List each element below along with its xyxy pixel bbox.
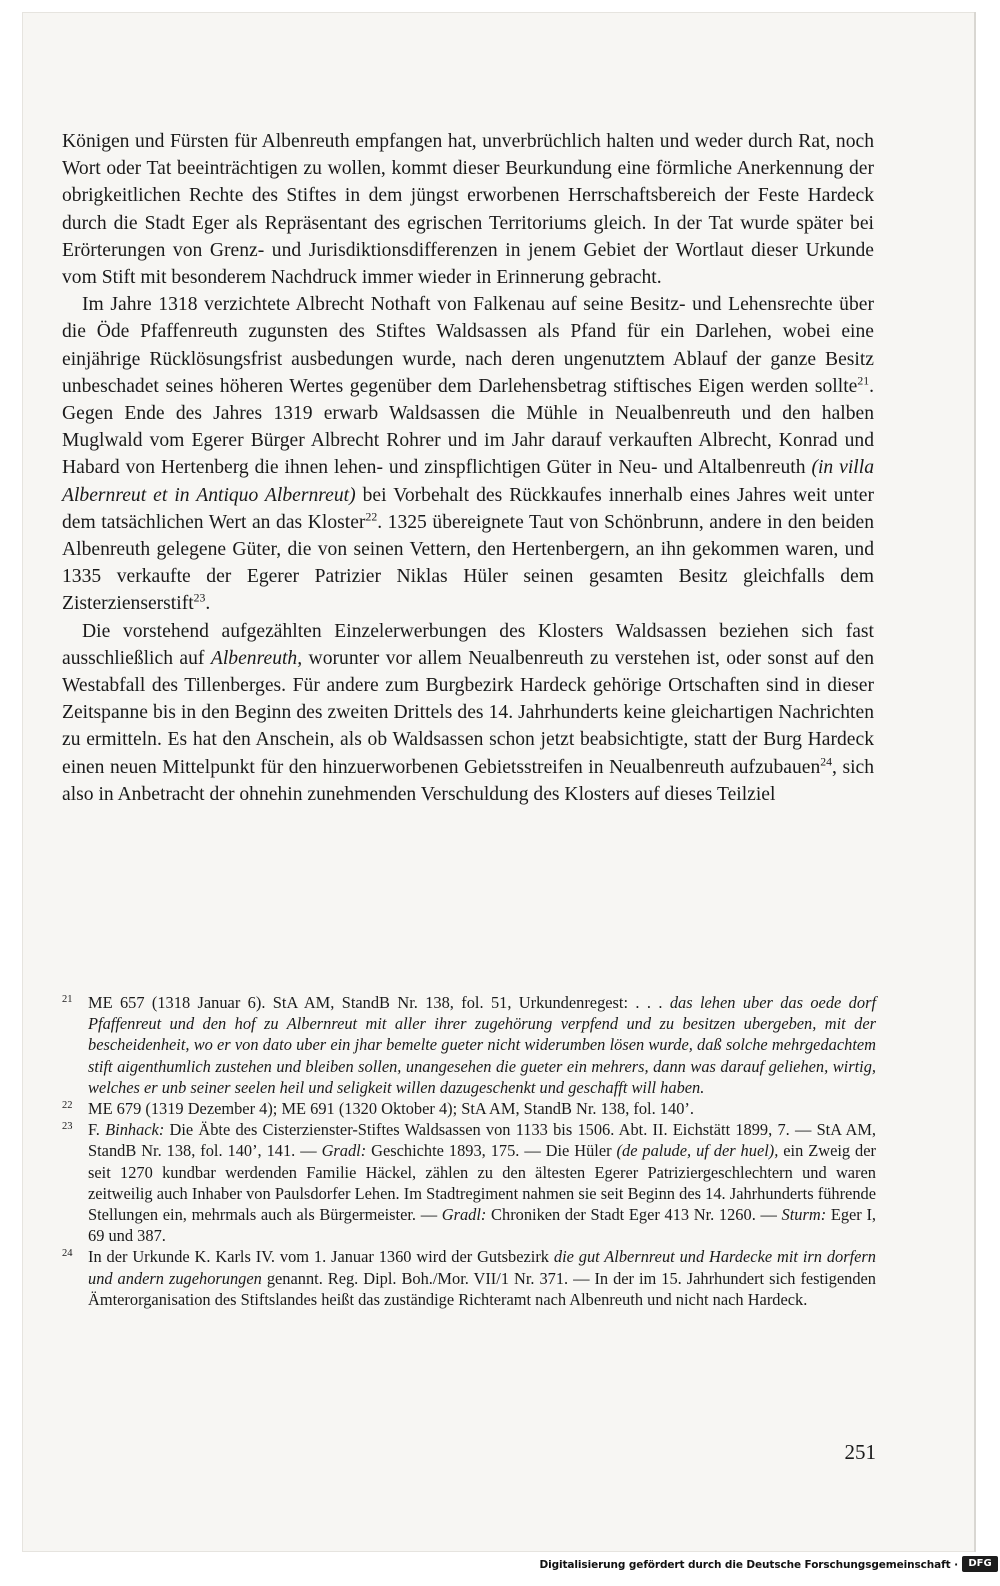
italic-text: Gradl: bbox=[321, 1141, 367, 1161]
footnote-ref: 22 bbox=[365, 510, 378, 524]
text-run: Eger I, 69 und 387. bbox=[88, 1205, 876, 1246]
text-run: Königen und Fürsten für Albenreuth empfangen hat, unverbrüchlich halten und weder durch Rat, noch Wort oder Tat beeinträchtigen zu wollen, kommt dieser Beurkundung eine förmliche Anerkennung der obrigkeitlichen Rechte des Stiftes in dem jüngst erworbenen Herrschaftsbereich der Feste Hardeck durch die Stadt Eger als Repräsentant des egrischen Territoriums gleich. In der Tat wurde später bei Erörterungen von Grenz- und Jurisdiktionsdifferenzen in jenem Gebiet der Wortlaut dieser Urkunde vom Stift mit besonderem Nachdruck immer wieder in Erinnerung gebracht. bbox=[62, 131, 874, 289]
digitization-credit: Digitalisierung gefördert durch die Deutsche Forschungsgemeinschaft · bbox=[539, 1559, 958, 1571]
footnote-number: 24 bbox=[62, 1248, 73, 1260]
footnote-ref: 21 bbox=[857, 374, 870, 388]
footnote-text bbox=[88, 1247, 876, 1308]
text-run: . 1325 übereignete Taut von Schönbrunn, andere in den beiden Albenreuth gelegene Güter, die von seinen Vettern, den Hertenbergern, an ihn gekommen waren, und 1335 verkaufte der Egerer Patrizier Niklas Hüler seinen gesamten Besitz gleichfalls dem Zisterzienserstift bbox=[62, 511, 874, 615]
body-text bbox=[62, 128, 874, 808]
footnote-text bbox=[88, 993, 876, 1097]
footnote-text bbox=[88, 1099, 694, 1118]
text-run: bei Vorbehalt des Rückkaufes innerhalb eines Jahres weit unter dem tatsächlichen Wert an das Kloster bbox=[62, 484, 874, 533]
text-run: Die vorstehend aufgezählten Einzelerwerbungen des Klosters Waldsassen beziehen sich fast ausschließlich auf bbox=[62, 620, 874, 669]
footnote bbox=[62, 1119, 876, 1246]
dfg-logo: DFG bbox=[962, 1556, 998, 1572]
footnote bbox=[62, 1098, 876, 1119]
footnote-number: 22 bbox=[62, 1100, 73, 1112]
page-edge-shadow bbox=[974, 12, 976, 1552]
italic-text: Binhack: bbox=[105, 1120, 165, 1140]
italic-text: Gradl: bbox=[441, 1205, 487, 1225]
text-run: F. bbox=[88, 1120, 106, 1140]
footnote-number: 21 bbox=[62, 994, 73, 1005]
paragraph bbox=[62, 618, 874, 808]
italic-text: das lehen uber das oede dorf Pfaffenreut und den hof zu Albernreut mit aller ihrer zugehörung verpfend und zu besitzen ubergeben, mit der bescheidenheit, wo er von dato uber ein jhar bemelte gueter nicht widerumben lösen wurde, daß solche mehrgedachtem stift aigenthumlich zustehen und bleiben sollen, unangesehen die gueter ein mehrers, dann was darauf geliehen, wirtig, welches er unb seiner seelen heil und seligkeit willen dazugeschenkt und geschafft will haben. bbox=[88, 993, 876, 1097]
footnote bbox=[62, 1246, 876, 1310]
paragraph bbox=[62, 291, 874, 617]
italic-text: (de palude, uf der huel), bbox=[616, 1141, 779, 1161]
footnote bbox=[62, 992, 876, 1098]
text-run: worunter vor allem Neualbenreuth zu verstehen ist, oder sonst auf den Westabfall des Tillenberges. Für andere zum Burgbezirk Hardeck gehörige Ortschaften sind in dieser Zeitspanne bis in den Beginn des zweiten Drittels des 14. Jahrhunderts keine gleichartigen Nachrichten zu ermitteln. Es hat den Anschein, als ob Waldsassen schon jetzt beabsichtigte, statt der Burg Hardeck einen neuen Mittelpunkt für den hinzuerworbenen Gebietsstreifen in Neualbenreuth aufzubauen bbox=[62, 647, 874, 778]
footnotes bbox=[62, 992, 876, 1310]
footnote-text bbox=[88, 1120, 876, 1245]
page-number: 251 bbox=[844, 1440, 876, 1464]
footnote-ref: 24 bbox=[820, 755, 832, 769]
text-run: ME 679 (1319 Dezember 4); ME 691 (1320 Oktober 4); StA AM, StandB Nr. 138, fol. 140’. bbox=[88, 1099, 694, 1119]
text-run: Im Jahre 1318 verzichtete Albrecht Nothaft von Falkenau auf seine Besitz- und Lehensrechte über die Öde Pfaffenreuth zugunsten des Stiftes Waldsassen als Pfand für ein Darlehen, wobei eine einjährige Rücklösungsfrist ausbedungen wurde, nach deren ungenutztem Ablauf der ganze Besitz unbeschadet seines höheren Wertes gegenüber dem Darlehensbetrag stiftisches Eigen werden sollte bbox=[62, 294, 874, 397]
text-run: , sich also in Anbetracht der ohnehin zunehmenden Verschuldung des Klosters auf dieses Teilziel bbox=[62, 756, 875, 805]
text-run: genannt. Reg. Dipl. Boh./Mor. VII/1 Nr. 371. — In der im 15. Jahrhundert sich festigenden Ämterorganisation des Stiftslandes heißt das zuständige Richteramt nach Albenreuth und nicht nach Hardeck. bbox=[88, 1268, 876, 1309]
text-run: . bbox=[205, 593, 211, 615]
text-run: ME 657 (1318 Januar 6). StA AM, StandB Nr. 138, fol. 51, Urkundenregest: . . . bbox=[88, 993, 670, 1012]
footnote-ref: 23 bbox=[193, 591, 206, 605]
italic-text: die gut Albernreut und Hardecke mit irn dorfern und andern zugehorungen bbox=[88, 1247, 876, 1288]
text-run: In der Urkunde K. Karls IV. vom 1. Januar 1360 wird der Gutsbezirk bbox=[88, 1247, 554, 1267]
italic-text: Albenreuth, bbox=[210, 647, 303, 669]
text-run: . Gegen Ende des Jahres 1319 erwarb Waldsassen die Mühle in Neualbenreuth und den halben Muglwald vom Egerer Bürger Albrecht Rohrer und im Jahr darauf verkauften Albrecht, Konrad und Habard von Hertenberg die ihnen lehen- und zinspflichtigen Güter in Neu- und Altalbenreuth bbox=[62, 375, 874, 479]
italic-text: Sturm: bbox=[781, 1205, 827, 1225]
italic-text: (in villa Albernreut et in Antiquo Albernreut) bbox=[62, 457, 874, 506]
footnote-number: 23 bbox=[62, 1121, 73, 1133]
text-run: Geschichte 1893, 175. — Die Hüler bbox=[366, 1141, 617, 1161]
text-run: Die Äbte des Cisterzienster-Stiftes Waldsassen von 1133 bis 1506. Abt. II. Eichstätt 1899, 7. — StA AM, StandB Nr. 138, fol. 140’, 141. — bbox=[88, 1120, 876, 1161]
text-run: Chroniken der Stadt Eger 413 Nr. 1260. — bbox=[486, 1205, 782, 1225]
paragraph bbox=[62, 128, 874, 291]
text-run: ein Zweig der seit 1270 kundbar werdenden Familie Häckel, zählen zu den ältesten Egerer Patriziergeschlechtern und waren zeitweilig auch Inhaber von Paulsdorfer Lehen. Im Stadtregiment nahmen sie seit Beginn des 14. Jahrhunderts führende Stellungen ein, mehrmals auch als Bürgermeister. — bbox=[88, 1141, 876, 1225]
